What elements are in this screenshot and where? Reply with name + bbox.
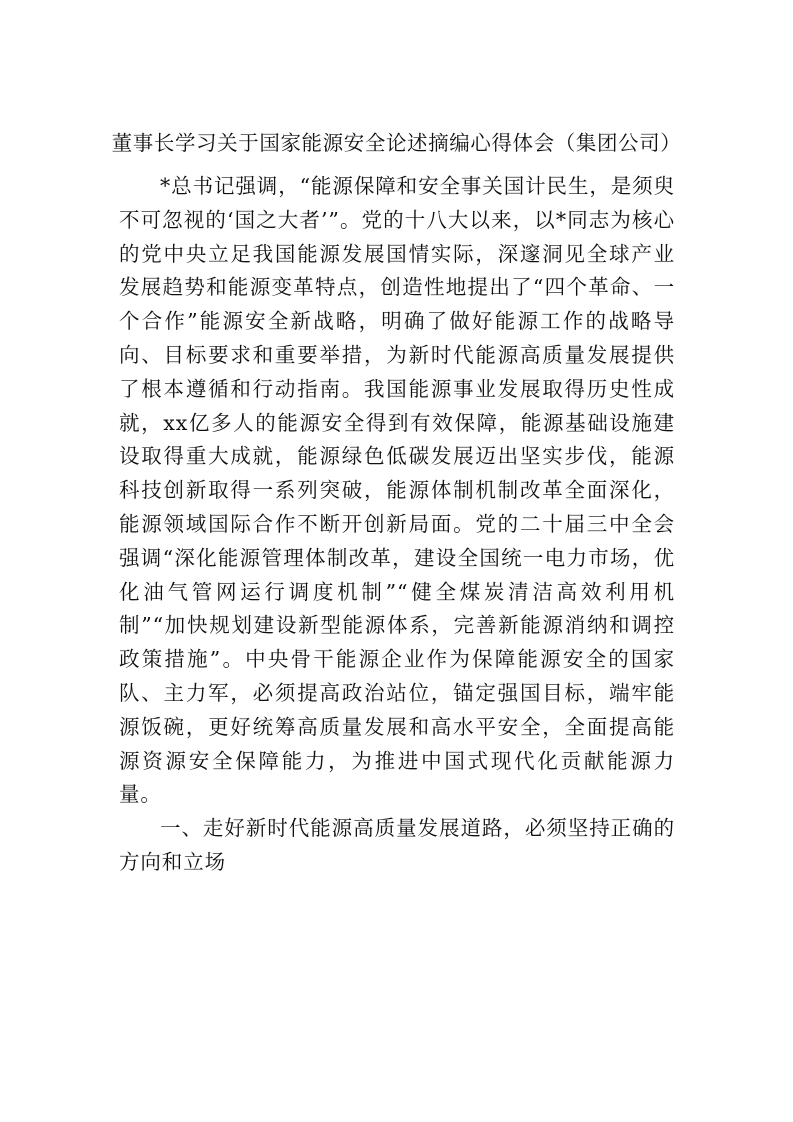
document-title: 董事长学习关于国家能源安全论述摘编心得体会（集团公司）	[111, 131, 682, 155]
document-body	[119, 170, 675, 880]
intro-paragraph: *总书记强调，“能源保障和安全事关国计民生，是须臾不可忽视的‘国之大者’”。党的十八大以来，以*同志为核心的党中央立足我国能源发展国情实际，深邃洞见全球产业发展趋势和能源变革特点，创造性地提出了“四个革命、一个合作”能源安全新战略，明确了做好能源工作的战略导向、目标要求和重要举措，为新时代能源高质量发展提供了根本遵循和行动指南。我国能源事业发展取得历史性成就，xx亿多人的能源安全得到有效保障，能源基础设施建设取得重大成就，能源绿色低碳发展迈出坚实步伐，能源科技创新取得一系列突破，能源体制机制改革全面深化，能源领域国际合作不断开创新局面。党的二十届三中全会强调“深化能源管理体制改革，建设全国统一电力市场，优化油气管网运行调度机制”“健全煤炭清洁高效利用机制”“加快规划建设新型能源体系，完善新能源消纳和调控政策措施”。中央骨干能源企业作为保障能源安全的国家队、主力军，必须提高政治站位，锚定强国目标，端牢能源饭碗，更好统筹高质量发展和高水平安全，全面提高能源资源安全保障能力，为推进中国式现代化贡献能源力量。	[119, 174, 675, 807]
section-heading-1: 一、走好新时代能源高质量发展道路，必须坚持正确的方向和立场	[119, 816, 675, 874]
